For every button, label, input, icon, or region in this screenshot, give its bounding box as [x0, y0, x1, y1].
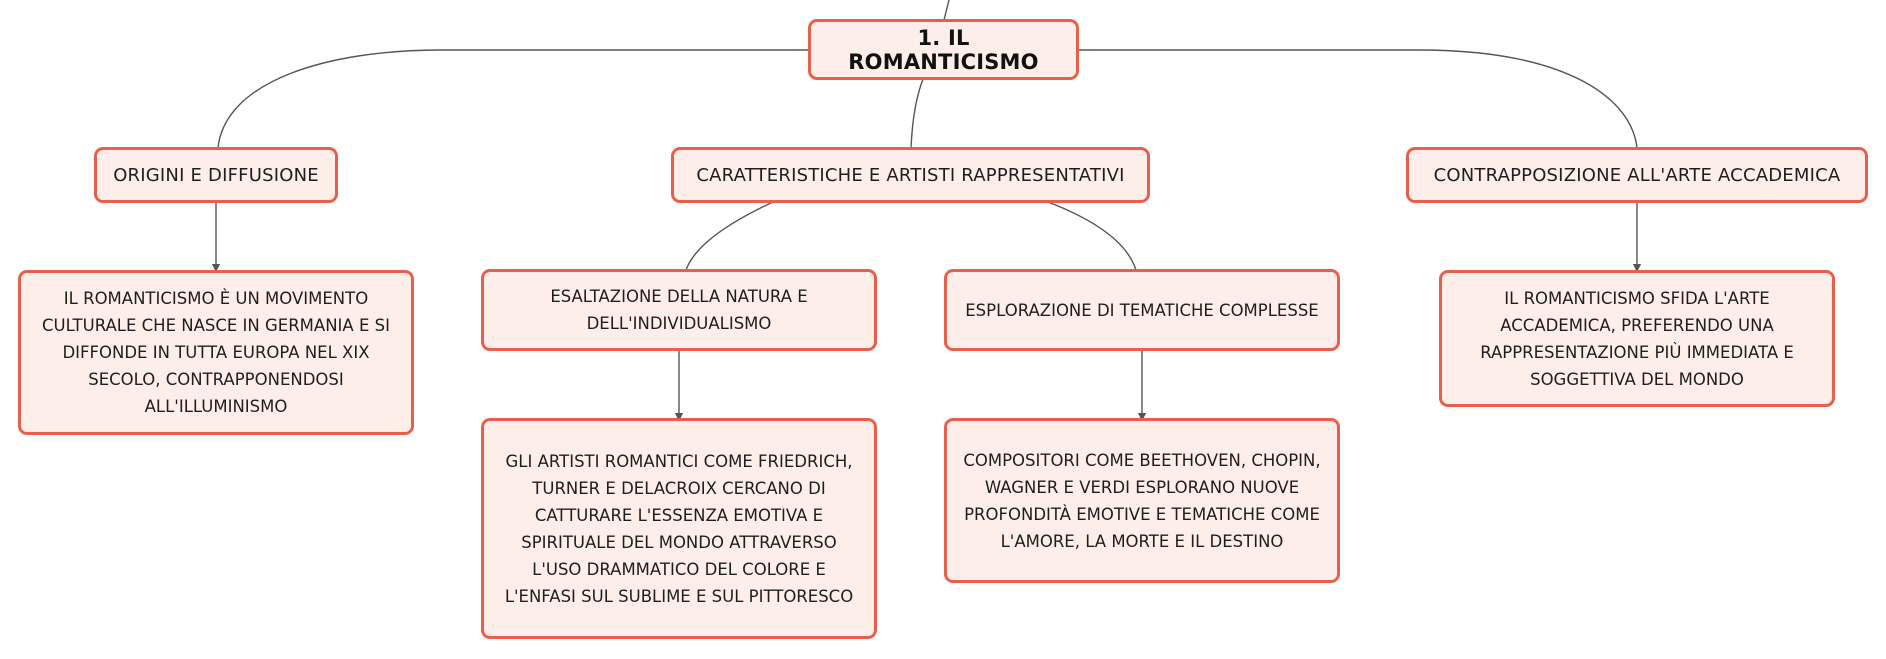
detail-natura[interactable] [481, 418, 877, 639]
root-topic-label: 1. IL ROMANTICISMO [848, 25, 1039, 74]
detail-tematiche[interactable] [944, 418, 1340, 583]
connector-caratteristiche-to-tematiche [1048, 202, 1136, 270]
detail-contrapposizione-text: IL ROMANTICISMO SFIDA L'ARTE ACCADEMICA, PREFERENDO UNA RAPPRESENTAZIONE PIÙ IMMEDIATA E SOGGETTIVA DEL MONDO [1480, 288, 1794, 389]
connector-parent-to-root [944, 0, 949, 20]
connector-root-to-caratteristiche [911, 79, 923, 148]
subtopic-natura[interactable] [481, 269, 877, 351]
detail-natura-text: GLI ARTISTI ROMANTICI COME FRIEDRICH, TURNER E DELACROIX CERCANO DI CATTURARE L'ESSENZA EMOTIVA E SPIRITUALE DEL MONDO ATTRAVERSO L'USO DRAMMATICO DEL COLORE E L'ENFASI SUL SUBLIME E SUL PITTORESCO [504, 451, 854, 606]
topic-caratteristiche-label: CARATTERISTICHE E ARTISTI RAPPRESENTATIVI [696, 164, 1125, 186]
detail-tematiche-text: COMPOSITORI COME BEETHOVEN, CHOPIN, WAGNER E VERDI ESPLORANO NUOVE PROFONDITÀ EMOTIVE E TEMATICHE COME L'AMORE, LA MORTE E IL DESTINO [963, 450, 1321, 551]
topic-contrapposizione-label: CONTRAPPOSIZIONE ALL'ARTE ACCADEMICA [1433, 164, 1841, 186]
subtopic-natura-label: ESALTAZIONE DELLA NATURA E DELL'INDIVIDUALISMO [550, 287, 808, 333]
topic-origini-e-diffusione[interactable] [94, 147, 338, 203]
subtopic-tematiche[interactable] [944, 269, 1340, 351]
detail-origini-text: IL ROMANTICISMO È UN MOVIMENTO CULTURALE CHE NASCE IN GERMANIA E SI DIFFONDE IN TUTTA EUROPA NEL XIX SECOLO, CONTRAPPONENDOSI ALL'ILLUMINISMO [42, 289, 390, 416]
root-topic[interactable] [808, 19, 1079, 80]
topic-caratteristiche[interactable] [671, 147, 1150, 203]
connector-root-to-contrapposizione [1077, 50, 1637, 148]
topic-contrapposizione[interactable] [1406, 147, 1868, 203]
subtopic-tematiche-label: ESPLORAZIONE DI TEMATICHE COMPLESSE [965, 300, 1319, 320]
connector-root-to-origini [218, 50, 810, 148]
topic-origini-label: ORIGINI E DIFFUSIONE [113, 164, 319, 186]
connector-caratteristiche-to-natura [686, 202, 773, 270]
detail-contrapposizione[interactable] [1439, 270, 1835, 407]
detail-origini[interactable] [18, 270, 414, 435]
